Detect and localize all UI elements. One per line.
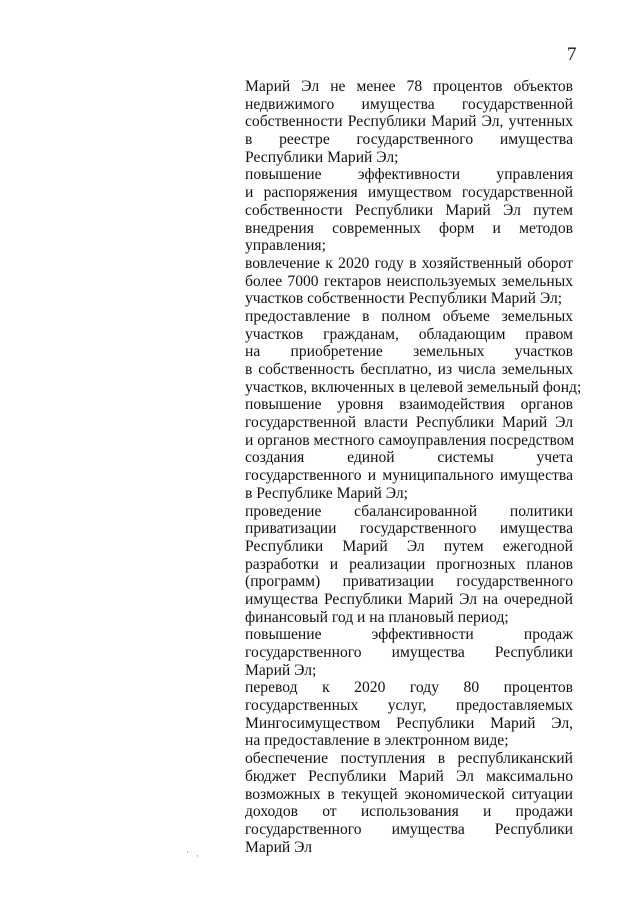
text-line: управления; xyxy=(245,237,326,255)
text-line: приватизации государственного имущества xyxy=(245,520,573,538)
text-line: на приобретение земельных участков xyxy=(245,343,573,361)
text-line: доходов от использования и продажи xyxy=(245,803,573,821)
page-number: 7 xyxy=(567,44,577,65)
text-line: Республики Марий Эл путем ежегодной xyxy=(245,537,573,555)
scan-speck: · xyxy=(186,847,189,857)
body-text xyxy=(245,78,582,856)
text-line: Марий Эл; xyxy=(245,661,317,679)
text-line: Марий Эл не менее 78 процентов объектов xyxy=(245,78,573,95)
text-line: государственного имущества Республики xyxy=(245,644,573,661)
text-line: предоставление в полном объеме земельных xyxy=(245,307,573,325)
text-line: повышение эффективности управления xyxy=(245,166,573,184)
text-line: и распоряжения имуществом государственной xyxy=(245,184,573,202)
text-line: имущества Республики Марий Эл на очередной xyxy=(245,590,573,608)
text-line: внедрения современных форм и методов xyxy=(245,219,573,237)
text-line: государственного и муниципального имущества xyxy=(245,467,573,485)
text-line: перевод к 2020 году 80 процентов xyxy=(245,679,573,697)
text-line: повышение эффективности продаж xyxy=(245,626,573,644)
scan-speck: · xyxy=(196,851,199,861)
text-line: проведение сбалансированной политики xyxy=(245,502,573,520)
text-line: вовлечение к 2020 году в хозяйственный оборот xyxy=(245,254,573,272)
text-line: недвижимого имущества государственной xyxy=(245,95,573,113)
text-line: в реестре государственного имущества xyxy=(245,131,573,149)
text-line: государственного имущества Республики xyxy=(245,820,573,838)
text-line: в собственность бесплатно, из числа земельных xyxy=(245,361,573,378)
text-line: участков гражданам, обладающим правом xyxy=(245,325,573,343)
text-line: бюджет Республики Марий Эл максимально xyxy=(245,767,573,785)
text-line: участков, включенных в целевой земельный фонд; xyxy=(245,378,582,396)
text-line: участков собственности Республики Марий Эл; xyxy=(245,290,563,308)
text-line: возможных в текущей экономической ситуации xyxy=(245,785,573,803)
text-line: и органов местного самоуправления посредством xyxy=(245,431,575,449)
text-line: собственности Республики Марий Эл путем xyxy=(245,201,573,219)
text-line: обеспечение поступления в республиканский xyxy=(245,750,573,768)
text-line: на предоставление в электронном виде; xyxy=(245,732,509,750)
text-line: в Республике Марий Эл; xyxy=(245,484,408,502)
text-line: государственных услуг, предоставляемых xyxy=(245,697,573,715)
text-line: разработки и реализации прогнозных планов xyxy=(245,555,573,573)
text-line: создания единой системы учета xyxy=(245,449,573,467)
text-line: Республики Марий Эл; xyxy=(245,148,399,166)
text-line: государственной власти Республики Марий Эл xyxy=(245,414,573,432)
text-line: Марий Эл xyxy=(245,838,313,856)
text-line: Мингосимуществом Республики Марий Эл, xyxy=(245,714,573,732)
text-line: (программ) приватизации государственного xyxy=(245,573,573,591)
text-line: собственности Республики Марий Эл, учтенных xyxy=(245,113,573,131)
text-line: более 7000 гектаров неиспользуемых земельных xyxy=(245,272,573,290)
text-line: финансовый год и на плановый период; xyxy=(245,608,509,626)
text-line: повышение уровня взаимодействия органов xyxy=(245,396,573,414)
